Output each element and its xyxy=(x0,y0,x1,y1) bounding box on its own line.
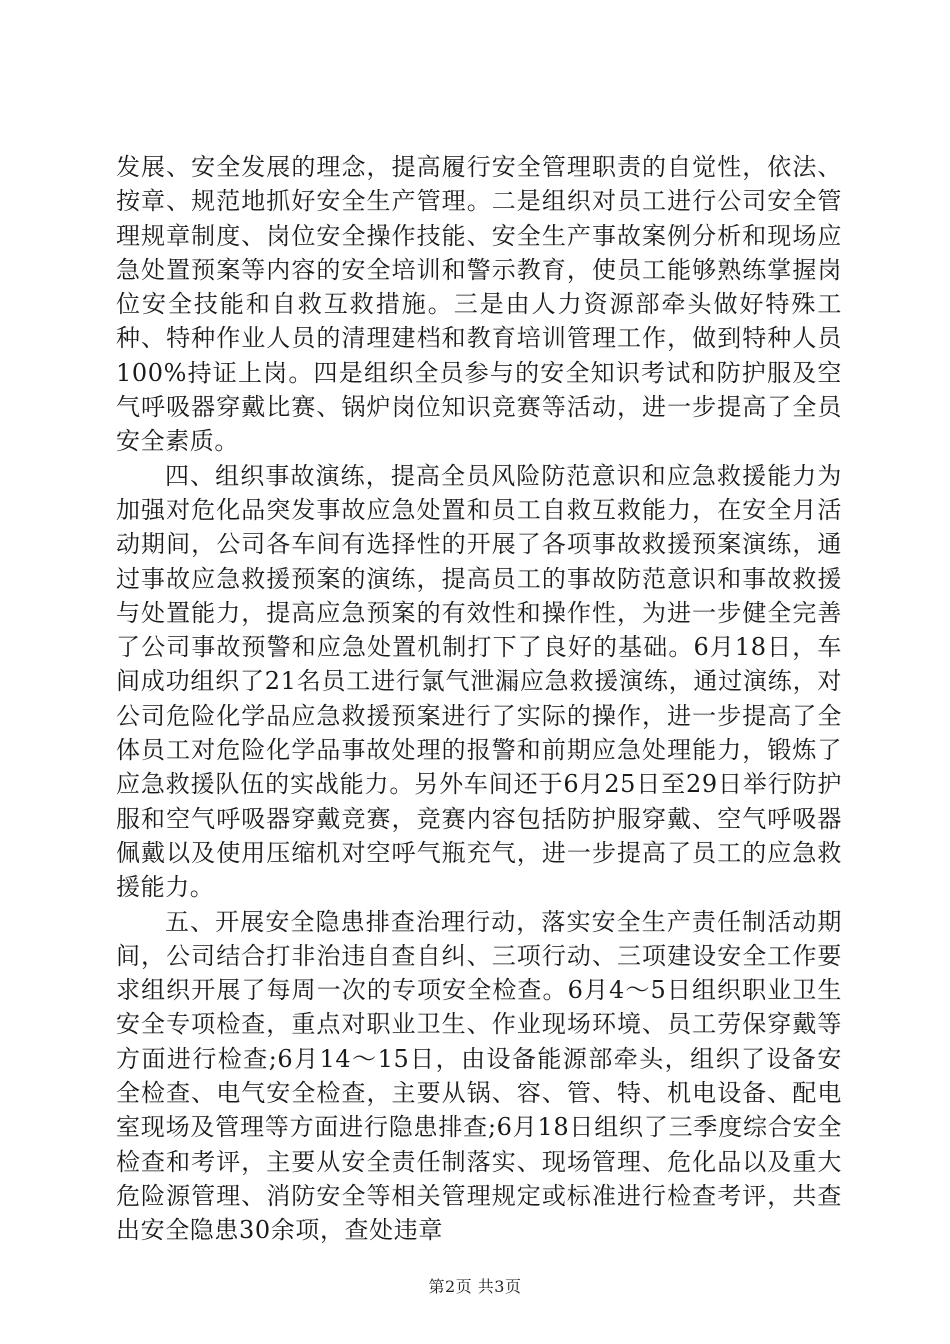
paragraph-safety-training: 发展、安全发展的理念，提高履行安全管理职责的自觉性，依法、按章、规范地抓好安全生产管理。二是组织对员工进行公司安全管理规章制度、岗位安全操作技能、安全生产事故案例分析和现场应急处置预案等内容的安全培训和警示教育，使员工能够熟练掌握岗位安全技能和自救互救措施。三是由人力资源部牵头做好特殊工种、特种作业人员的清理建档和教育培训管理工作，做到特种人员100%持证上岗。四是组织全员参与的安全知识考试和防护服及空气呼吸器穿戴比赛、锅炉岗位知识竞赛等活动，进一步提高了全员安全素质。 xyxy=(116,153,842,456)
paragraph-accident-drill: 四、组织事故演练，提高全员风险防范意识和应急救援能力为加强对危化品突发事故应急处置和员工自救互救能力，在安全月活动期间，公司各车间有选择性的开展了各项事故救援预案演练，通过事故应急救援预案的演练，提高员工的事故防范意识和事故救援与处置能力，提高应急预案的有效性和操作性，为进一步健全完善了公司事故预警和应急处置机制打下了良好的基础。6月18日，车间成功组织了21名员工进行氯气泄漏应急救援演练，通过演练，对公司危险化学品应急救援预案进行了实际的操作，进一步提高了全体员工对危险化学品事故处理的报警和前期应急处理能力，锻炼了应急救援队伍的实战能力。另外车间还于6月25日至29日举行防护服和空气呼吸器穿戴竞赛，竞赛内容包括防护服穿戴、空气呼吸器佩戴以及使用压缩机对空呼气瓶充气，进一步提高了员工的应急救援能力。 xyxy=(116,461,842,902)
page-footer: 第2页 共3页 xyxy=(428,1277,522,1296)
paragraph-hazard-inspection: 五、开展安全隐患排查治理行动，落实安全生产责任制活动期间，公司结合打非治违自查自纠、三项行动、三项建设安全工作要求组织开展了每周一次的专项安全检查。6月4～5日组织职业卫生安全专项检查，重点对职业卫生、作业现场环境、员工劳保穿戴等方面进行检查;6月14～15日，由设备能源部牵头，组织了设备安全检查、电气安全检查，主要从锅、容、管、特、机电设备、配电室现场及管理等方面进行隐患排查;6月18日组织了三季度综合安全检查和考评，主要从安全责任制落实、现场管理、危化品以及重大危险源管理、消防安全等相关管理规定或标准进行检查考评，共查出安全隐患30余项，查处违章 xyxy=(116,907,842,1245)
document-body xyxy=(116,150,842,1248)
